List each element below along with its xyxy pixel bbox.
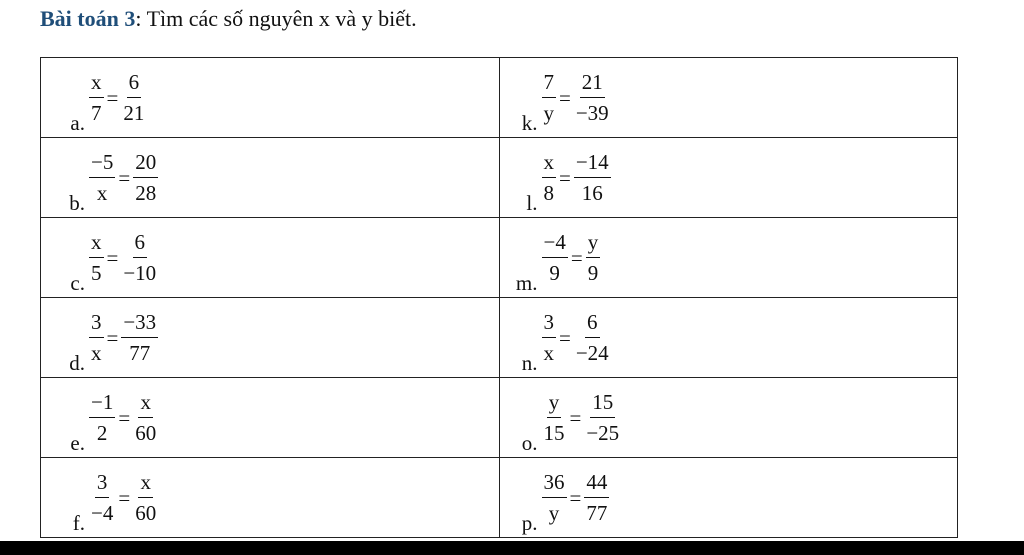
equals-sign: = <box>106 245 119 270</box>
right-fraction <box>574 70 611 126</box>
right-fraction-numerator: 6 <box>133 230 148 258</box>
right-fraction <box>584 390 621 446</box>
problem-cell <box>41 138 500 218</box>
problem-cell <box>499 458 958 538</box>
problem-cell <box>41 58 500 138</box>
exercise-instruction: : Tìm các số nguyên x và y biết. <box>135 6 417 31</box>
problem-letter: l. <box>526 191 538 215</box>
problem-row <box>41 138 958 218</box>
equation <box>521 60 611 135</box>
problem-letter: c. <box>70 271 85 295</box>
right-fraction-numerator: −33 <box>121 310 158 338</box>
equation <box>515 220 601 295</box>
left-fraction-numerator: −1 <box>89 390 115 418</box>
right-fraction-denominator: 21 <box>123 100 145 125</box>
left-fraction-denominator: 8 <box>543 180 554 205</box>
left-fraction-denominator: y <box>548 500 560 525</box>
exercise-heading <box>40 6 417 32</box>
problem-cell <box>41 378 500 458</box>
right-fraction-numerator: 15 <box>590 390 615 418</box>
equals-sign: = <box>569 485 582 510</box>
right-fraction <box>574 310 611 366</box>
left-fraction <box>89 310 104 366</box>
left-fraction-denominator: y <box>543 100 554 125</box>
problem-letter: p. <box>521 511 538 535</box>
right-fraction <box>586 230 601 286</box>
left-fraction-denominator: −4 <box>91 500 114 525</box>
left-fraction-denominator: x <box>91 340 102 365</box>
right-fraction-numerator: 6 <box>585 310 600 338</box>
left-fraction <box>542 70 557 126</box>
left-fraction-numerator: y <box>547 390 562 418</box>
left-fraction-denominator: 7 <box>91 100 102 125</box>
left-fraction-denominator: 15 <box>543 420 565 445</box>
problem-cell <box>499 298 958 378</box>
right-fraction-numerator: 6 <box>127 70 142 98</box>
problem-letter: f. <box>72 511 85 535</box>
equals-sign: = <box>559 165 571 190</box>
problem-letter: m. <box>515 271 538 295</box>
right-fraction-denominator: −39 <box>575 100 609 125</box>
left-fraction-denominator: 5 <box>91 260 102 285</box>
left-fraction <box>89 150 115 206</box>
equation <box>70 60 146 135</box>
left-fraction-numerator: 3 <box>89 310 104 338</box>
equals-sign: = <box>118 485 131 510</box>
right-fraction-numerator: −14 <box>574 150 611 178</box>
equals-sign: = <box>106 85 119 110</box>
right-fraction <box>121 230 158 286</box>
right-fraction-denominator: 16 <box>581 180 603 205</box>
left-fraction-numerator: −5 <box>89 150 115 178</box>
left-fraction <box>89 70 104 126</box>
exercise-label: Bài toán 3 <box>40 6 136 31</box>
left-fraction-numerator: −4 <box>542 230 568 258</box>
right-fraction-numerator: x <box>138 390 153 418</box>
left-fraction <box>542 150 557 206</box>
problem-cell <box>499 378 958 458</box>
right-fraction <box>574 150 611 206</box>
bottom-bar <box>0 541 1024 555</box>
equals-sign: = <box>118 405 131 430</box>
left-fraction <box>89 470 115 526</box>
equals-sign: = <box>118 165 131 190</box>
problem-cell <box>499 218 958 298</box>
equation <box>70 380 158 455</box>
right-fraction <box>121 70 146 126</box>
left-fraction-denominator: 2 <box>96 420 108 445</box>
left-fraction <box>542 230 568 286</box>
problem-row <box>41 298 958 378</box>
equation <box>69 140 158 215</box>
right-fraction-numerator: x <box>138 470 153 498</box>
right-fraction <box>121 310 158 366</box>
problem-row <box>41 378 958 458</box>
left-fraction-numerator: 3 <box>95 470 110 498</box>
equation <box>70 220 158 295</box>
right-fraction-numerator: 20 <box>133 150 158 178</box>
left-fraction-numerator: 36 <box>542 470 567 498</box>
problem-letter: n. <box>521 351 538 375</box>
problem-letter: e. <box>70 431 85 455</box>
right-fraction-denominator: 77 <box>586 500 608 525</box>
equals-sign: = <box>106 325 119 350</box>
right-fraction-numerator: y <box>586 230 601 258</box>
left-fraction <box>542 390 567 446</box>
equation <box>69 300 158 375</box>
right-fraction-denominator: 9 <box>587 260 599 285</box>
problem-row <box>41 458 958 538</box>
right-fraction <box>133 150 158 206</box>
problem-letter: d. <box>69 351 85 375</box>
right-fraction-denominator: 28 <box>135 180 157 205</box>
problem-cell <box>41 218 500 298</box>
left-fraction-denominator: 9 <box>549 260 560 285</box>
left-fraction <box>89 390 115 446</box>
equation <box>521 300 611 375</box>
right-fraction <box>133 390 158 446</box>
right-fraction <box>584 470 609 526</box>
problem-row <box>41 218 958 298</box>
right-fraction <box>133 470 158 526</box>
left-fraction-numerator: 7 <box>542 70 557 98</box>
left-fraction <box>89 230 104 286</box>
left-fraction-denominator: x <box>96 180 108 205</box>
equation <box>526 140 611 215</box>
left-fraction-numerator: x <box>542 150 557 178</box>
equation <box>521 380 622 455</box>
left-fraction-numerator: x <box>89 70 104 98</box>
right-fraction-denominator: 77 <box>129 340 151 365</box>
equals-sign: = <box>559 85 571 110</box>
left-fraction-numerator: 3 <box>542 310 557 338</box>
problem-row <box>41 58 958 138</box>
problem-cell <box>499 58 958 138</box>
right-fraction-denominator: −25 <box>586 420 620 445</box>
problem-letter: o. <box>521 431 538 455</box>
problem-table <box>40 57 958 538</box>
right-fraction-denominator: −10 <box>123 260 157 285</box>
right-fraction-denominator: 60 <box>135 500 157 525</box>
equation <box>72 460 158 535</box>
equals-sign: = <box>559 325 571 350</box>
left-fraction <box>542 310 557 366</box>
right-fraction-denominator: 60 <box>135 420 157 445</box>
problem-letter: b. <box>69 191 85 215</box>
left-fraction-numerator: x <box>89 230 104 258</box>
problem-cell <box>499 138 958 218</box>
problem-cell <box>41 298 500 378</box>
equals-sign: = <box>569 405 582 430</box>
equals-sign: = <box>570 245 583 270</box>
right-fraction-denominator: −24 <box>575 340 609 365</box>
problem-letter: k. <box>521 111 538 135</box>
left-fraction-denominator: x <box>543 340 554 365</box>
right-fraction-numerator: 21 <box>580 70 605 98</box>
problem-cell <box>41 458 500 538</box>
left-fraction <box>542 470 567 526</box>
right-fraction-numerator: 44 <box>584 470 609 498</box>
equation <box>521 460 610 535</box>
problem-letter: a. <box>70 111 85 135</box>
